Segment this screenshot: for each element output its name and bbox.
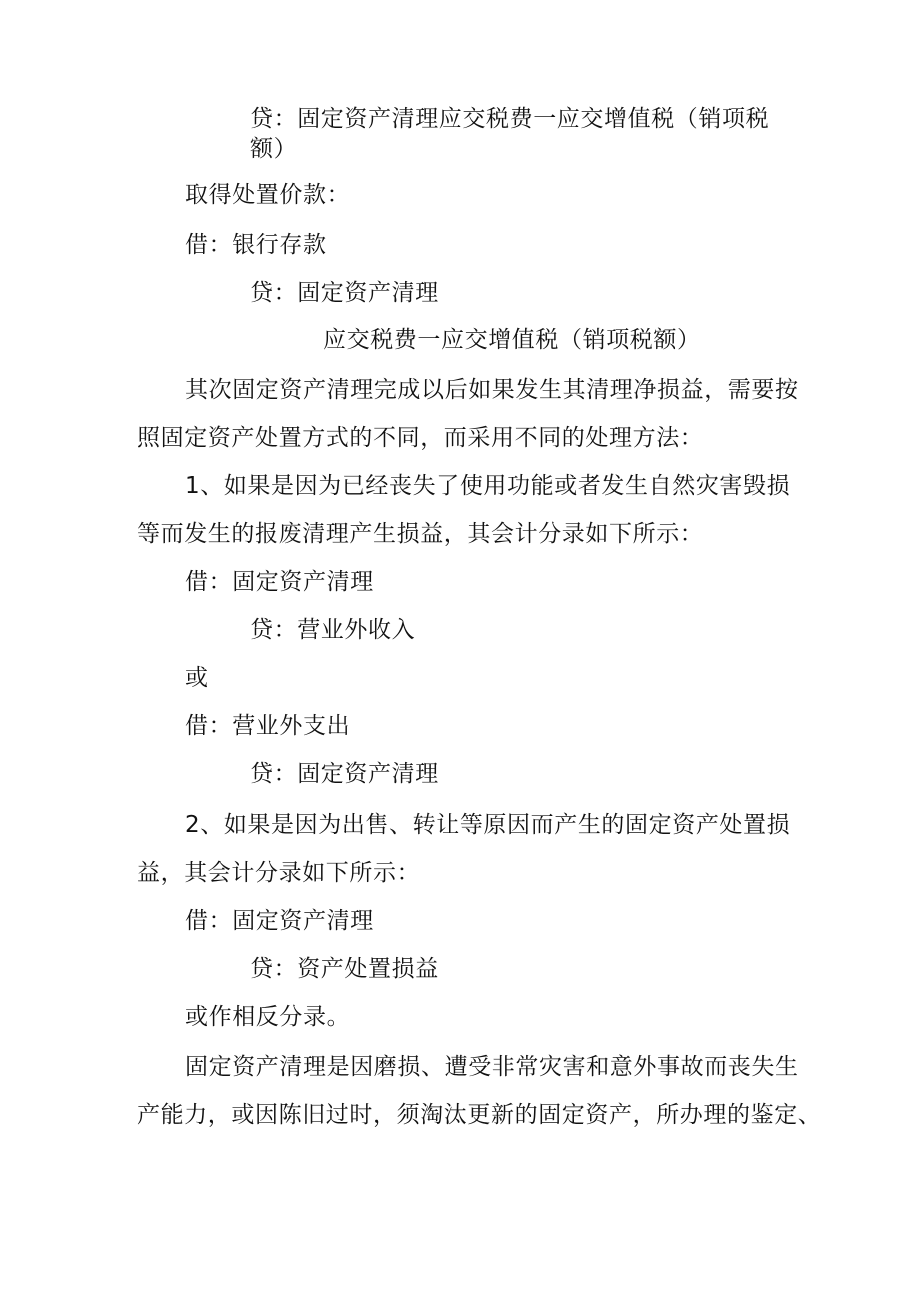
entry-debit-bank: 借：银行存款 [185, 232, 327, 258]
entry-debit-clearing-2: 借：固定资产清理 [185, 908, 374, 934]
case-2-line-1: 2、如果是因为出售、转让等原因而产生的固定资产处置损 [185, 812, 791, 838]
definition-line-1: 固定资产清理是因磨损、遭受非常灾害和意外事故而丧失生 [185, 1054, 799, 1080]
entry-credit-clearing-2: 贷：固定资产清理 [250, 761, 439, 787]
definition-line-2: 产能力，或因陈旧过时，须淘汰更新的固定资产，所办理的鉴定、 [137, 1102, 822, 1128]
case-2-line-2: 益，其会计分录如下所示： [137, 860, 421, 886]
or-connector: 或 [185, 665, 209, 691]
entry-credit-vat-line-2: 额） [250, 136, 298, 162]
entry-credit-vat: 应交税费一应交增值税（销项税额） [323, 327, 701, 353]
entry-credit-vat-line-1: 贷：固定资产清理应交税费一应交增值税（销项税 [250, 106, 770, 132]
proceeds-heading: 取得处置价款： [185, 182, 351, 208]
entry-credit-clearing: 贷：固定资产清理 [250, 280, 439, 306]
entry-debit-nonoperating-expense: 借：营业外支出 [185, 713, 351, 739]
case-1-line-2: 等而发生的报废清理产生损益，其会计分录如下所示： [137, 521, 704, 547]
paragraph-net-gain-line-1: 其次固定资产清理完成以后如果发生其清理净损益，需要按 [185, 377, 799, 403]
entry-credit-disposal-gain: 贷：资产处置损益 [250, 956, 439, 982]
entry-debit-clearing: 借：固定资产清理 [185, 569, 374, 595]
paragraph-net-gain-line-2: 照固定资产处置方式的不同，而采用不同的处理方法： [137, 425, 704, 451]
entry-credit-nonoperating-income: 贷：营业外收入 [250, 617, 416, 643]
reverse-entry-note: 或作相反分录。 [185, 1004, 351, 1030]
case-1-line-1: 1、如果是因为已经丧失了使用功能或者发生自然灾害毁损 [185, 473, 791, 499]
